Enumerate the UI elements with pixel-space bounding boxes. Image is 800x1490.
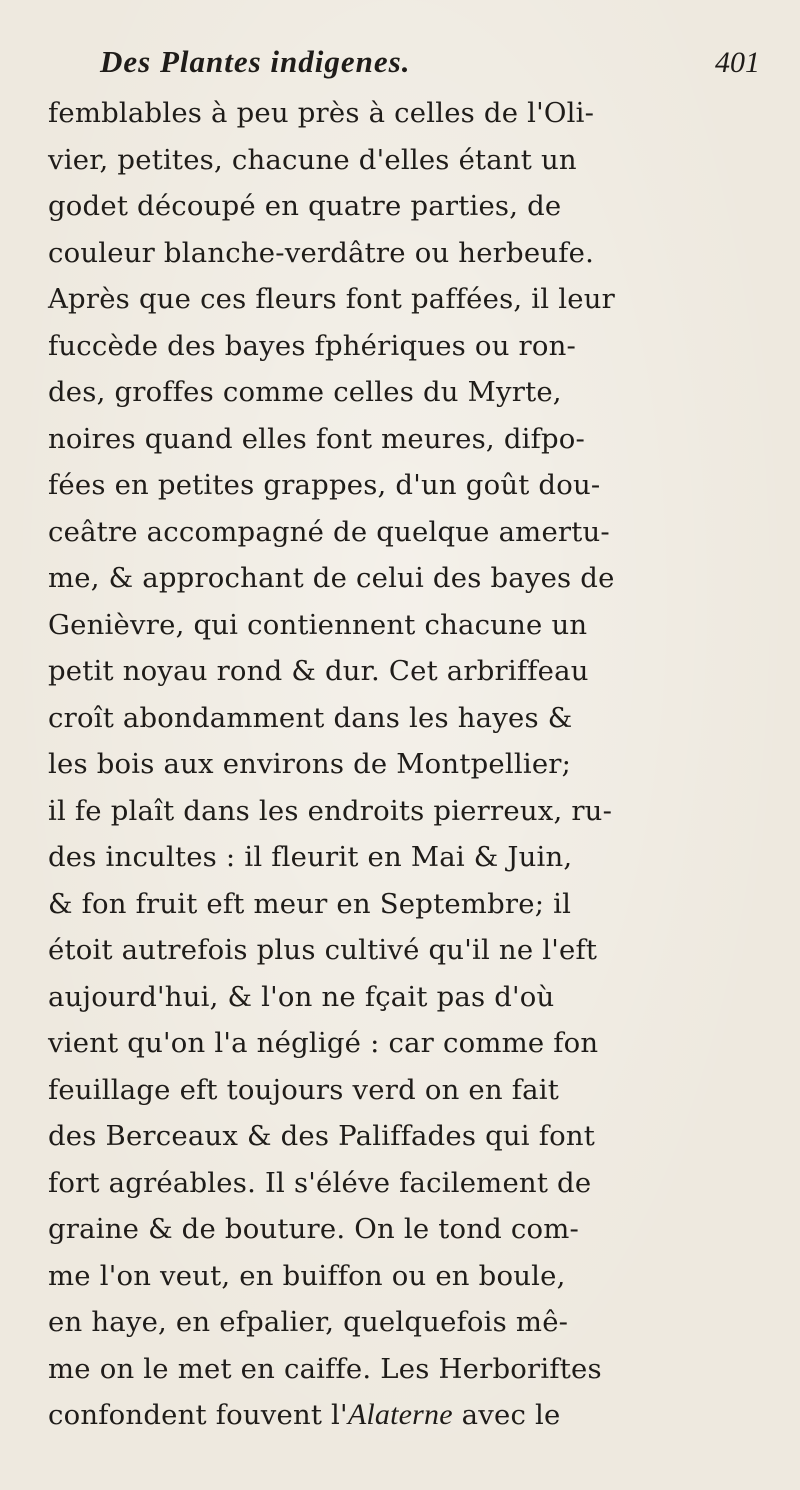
italic-term-alaterne: Alaterne — [347, 1398, 453, 1431]
text-line: aujourd'hui, & l'on ne fçait pas d'où — [48, 980, 555, 1013]
text-line: me l'on veut, en buiffon ou en boule, — [48, 1259, 566, 1292]
page-header — [40, 44, 760, 94]
text-line: Après que ces fleurs font paffées, il leur — [48, 283, 615, 315]
text-line: feuillage eft toujours verd on en fait — [48, 1073, 559, 1106]
text-line: couleur blanche-verdâtre ou herbeufe. — [48, 236, 595, 269]
text-line: me on le met en caiffe. Les Herboriftes — [48, 1352, 602, 1385]
text-line: Genièvre, qui contiennent chacune un — [48, 608, 588, 641]
text-line: étoit autrefois plus cultivé qu'il ne l'eft — [48, 934, 598, 966]
text-line: en haye, en efpalier, quelquefois mê- — [48, 1306, 569, 1338]
text-line: graine & de bouture. On le tond com- — [48, 1213, 580, 1245]
body-text — [48, 90, 778, 1439]
text-line: vient qu'on l'a négligé : car comme fon — [48, 1027, 599, 1059]
text-segment: avec le — [452, 1399, 561, 1431]
text-line: me, & approchant de celui des bayes de — [48, 562, 615, 594]
text-segment: confondent fouvent l' — [48, 1399, 348, 1431]
page-number: 401 — [715, 46, 760, 79]
text-line: godet découpé en quatre parties, de — [48, 190, 562, 222]
text-line: il fe plaît dans les endroits pierreux, ru- — [48, 794, 613, 827]
text-line: & fon fruit eft meur en Septembre; il — [48, 887, 572, 920]
text-line: des, groffes comme celles du Myrte, — [48, 376, 562, 408]
text-line: des Berceaux & des Paliffades qui font — [48, 1120, 596, 1152]
running-head: Des Plantes indigenes. — [100, 44, 411, 79]
text-line: croît abondamment dans les hayes & — [48, 701, 573, 734]
text-line: femblables à peu près à celles de l'Oli- — [48, 97, 595, 129]
text-line: petit noyau rond & dur. Cet arbriffeau — [48, 655, 589, 687]
text-line: noires quand elles font meures, difpo- — [48, 422, 586, 455]
text-line: vier, petites, chacune d'elles étant un — [48, 143, 577, 176]
text-line: les bois aux environs de Montpellier; — [48, 748, 572, 780]
text-line: fées en petites grappes, d'un goût dou- — [48, 469, 601, 501]
text-line: des incultes : il fleurit en Mai & Juin, — [48, 841, 573, 873]
text-line: ceâtre accompagné de quelque amertu- — [48, 515, 610, 548]
text-line-last — [48, 1392, 778, 1439]
text-line: fort agréables. Il s'éléve facilement de — [48, 1166, 592, 1199]
text-line: fuccède des bayes fphériques ou ron- — [48, 329, 577, 362]
